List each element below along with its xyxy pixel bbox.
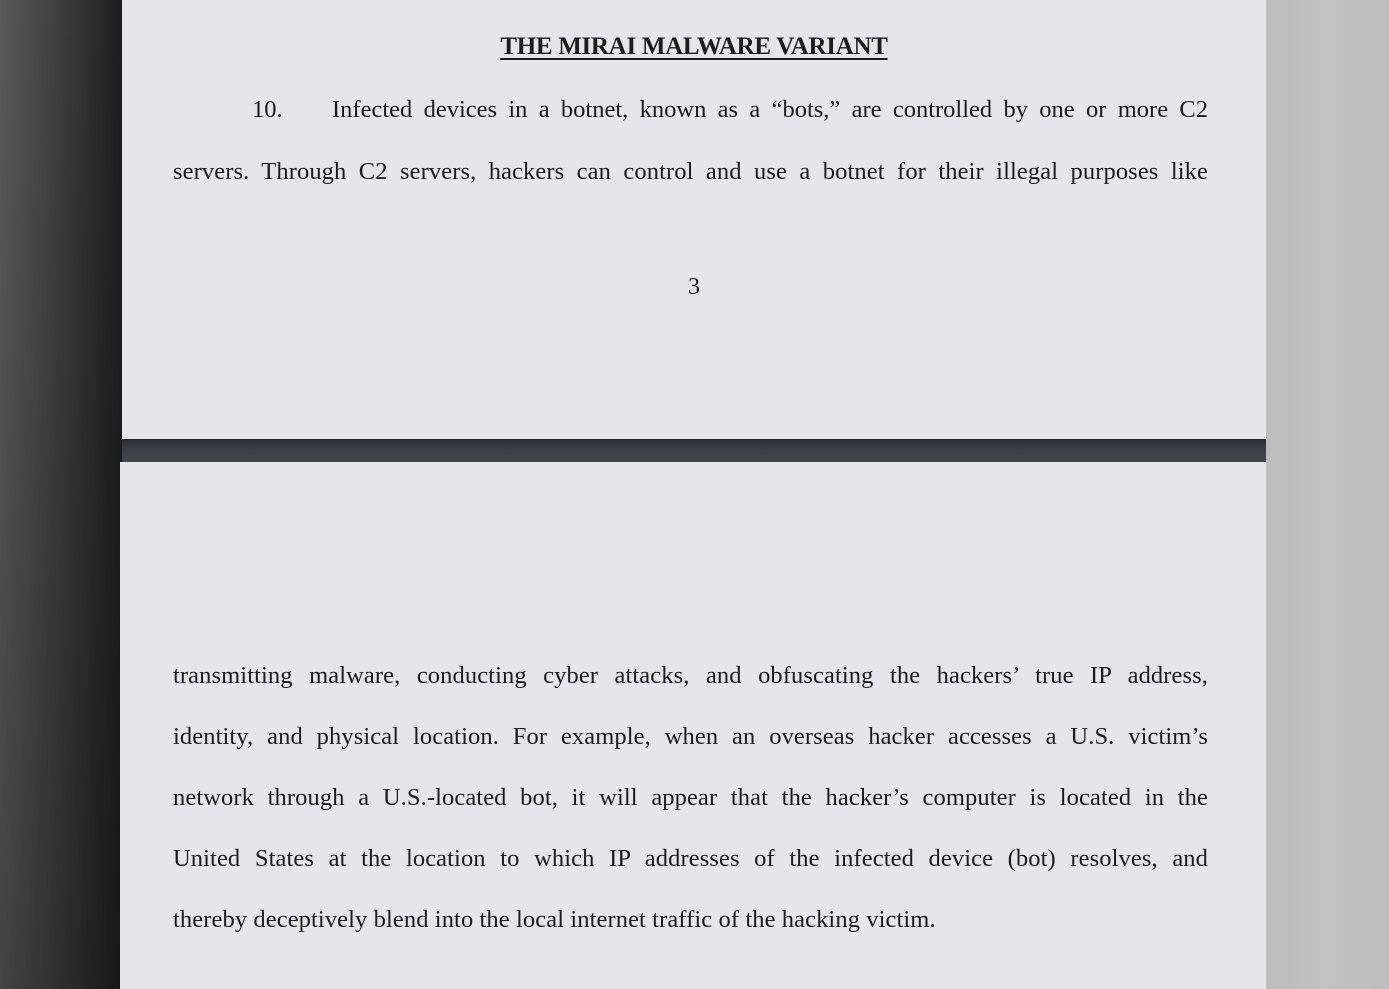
page-break-divider bbox=[122, 439, 1266, 463]
section-heading-text: THE MIRAI MALWARE VARIANT bbox=[500, 33, 888, 60]
text-line: identity, and physical location. For example, when an overseas hacker accesses a U.S. victim’s bbox=[173, 723, 1208, 750]
background-right bbox=[1265, 0, 1389, 989]
text-line: network through a U.S.-located bot, it will appear that the hacker’s computer is located in the bbox=[173, 784, 1208, 811]
background-left bbox=[0, 0, 122, 989]
page-number: 3 bbox=[688, 274, 700, 300]
text-line: transmitting malware, conducting cyber attacks, and obfuscating the hackers’ true IP address, bbox=[173, 662, 1208, 689]
paragraph-number: 10. bbox=[252, 96, 283, 123]
document-page-top bbox=[122, 0, 1266, 440]
text-line: servers. Through C2 servers, hackers can control and use a botnet for their illegal purposes like bbox=[173, 158, 1208, 185]
section-heading bbox=[122, 33, 1266, 61]
text-line: Infected devices in a botnet, known as a “bots,” are controlled by one or more C2 bbox=[332, 96, 1208, 123]
document-page-bottom bbox=[120, 462, 1266, 989]
text-line: United States at the location to which IP addresses of the infected device (bot) resolves, and bbox=[173, 845, 1208, 872]
text-line: thereby deceptively blend into the local internet traffic of the hacking victim. bbox=[173, 906, 936, 933]
